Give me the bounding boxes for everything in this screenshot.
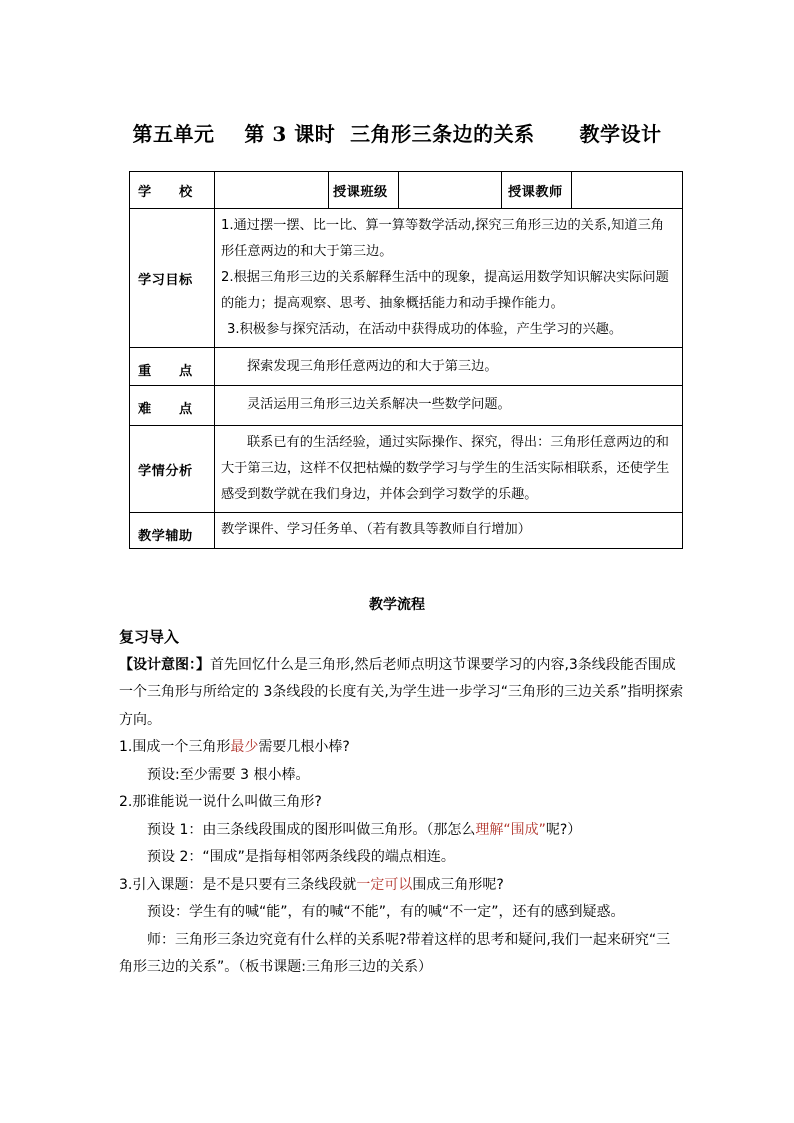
design-intent <box>119 652 684 735</box>
q1-text-end: 需要几根小棒? <box>258 739 350 755</box>
table-row <box>130 386 683 426</box>
class-label: 授课班级 <box>329 172 399 209</box>
key-text: 探索发现三角形任意两边的和大于第三边。 <box>215 348 683 386</box>
a2a-text-end: 呢?） <box>545 821 582 838</box>
lesson-info-table <box>129 171 683 549</box>
question-1 <box>119 734 684 762</box>
answer-3: 预设：学生有的喊“能”，有的喊“不能”，有的喊“不一定”，还有的感到疑惑。 <box>147 904 625 920</box>
teacher-line: 师：三角形三条边究竟有什么样的关系呢?带着这样的思考和疑问,我们一起来研究“三角形三边的关系”。（板书课题:三角形三边的关系） <box>119 931 671 975</box>
answer-2a <box>119 817 684 845</box>
title-design: 教学设计 <box>579 122 662 146</box>
intent-text: 首先回忆什么是三角形,然后老师点明这节课要学习的内容,3条线段能否围成一个三角形与所给定的 3条线段的长度有关,为学生进一步学习“三角形的三边关系”指明探索方向。 <box>119 656 684 728</box>
question-3 <box>119 872 684 900</box>
table-row <box>130 513 683 549</box>
aids-text: 教学课件、学习任务单、（若有教具等教师自行增加） <box>215 513 683 549</box>
review-heading: 复习导入 <box>119 628 180 646</box>
q3-text-end: 围成三角形呢? <box>412 876 504 893</box>
school-label: 学 校 <box>130 172 215 209</box>
analysis-label: 学情分析 <box>130 426 215 513</box>
goal-item: 2.根据三角形三边的关系解释生活中的现象，提高运用数学知识解决实际问题的能力；提高观察、思考、抽象概括能力和动手操作能力。 <box>221 270 669 311</box>
a2a-highlight: 理解“围成” <box>475 821 546 838</box>
teacher-value <box>572 172 683 209</box>
class-value <box>399 172 502 209</box>
answer-2b: 预设 2：“围成”是指每相邻两条线段的端点相连。 <box>147 849 455 865</box>
goals-label: 学习目标 <box>130 209 215 348</box>
teaching-flow <box>119 624 684 982</box>
school-value <box>215 172 329 209</box>
difficulty-text: 灵活运用三角形三边关系解决一些数学问题。 <box>215 386 683 426</box>
answer-1: 预设:至少需要 3 根小棒。 <box>147 766 310 783</box>
goal-item: 3.积极参与探究活动，在活动中获得成功的体验，产生学习的兴趣。 <box>227 322 623 337</box>
q3-highlight: 一定可以 <box>356 876 413 893</box>
aids-label: 教学辅助 <box>130 513 215 549</box>
intent-label: 【设计意图：】 <box>119 656 210 673</box>
q1-highlight: 最少 <box>230 739 259 755</box>
q1-text: 1.围成一个三角形 <box>119 739 231 755</box>
difficulty-label: 难 点 <box>130 386 215 426</box>
document-title <box>0 118 794 147</box>
a2a-text: 预设 1：由三条线段围成的图形叫做三角形。（那怎么 <box>147 821 476 838</box>
title-lesson: 第 3 课时 三角形三条边的关系 <box>244 122 535 146</box>
table-row <box>130 172 683 209</box>
table-row <box>130 426 683 513</box>
title-unit: 第五单元 <box>132 122 215 146</box>
analysis-text: 联系已有的生活经验，通过实际操作、探究，得出：三角形任意两边的和大于第三边，这样不仅把枯燥的数学学习与学生的生活实际相联系，还使学生感受到数学就在我们身边，并体会到学习数学的乐趣。 <box>215 426 683 513</box>
goal-item: 1.通过摆一摆、比一比、算一算等数学活动,探究三角形三边的关系,知道三角形任意两边的和大于第三边。 <box>221 218 664 259</box>
key-label: 重 点 <box>130 348 215 386</box>
teacher-label: 授课教师 <box>502 172 572 209</box>
q3-text: 3.引入课题：是不是只要有三条线段就 <box>119 876 357 893</box>
section-title: 教学流程 <box>369 597 425 613</box>
table-row <box>130 209 683 348</box>
goals-content <box>215 209 683 348</box>
question-2: 2.那谁能说一说什么叫做三角形? <box>119 794 322 810</box>
table-row <box>130 348 683 386</box>
